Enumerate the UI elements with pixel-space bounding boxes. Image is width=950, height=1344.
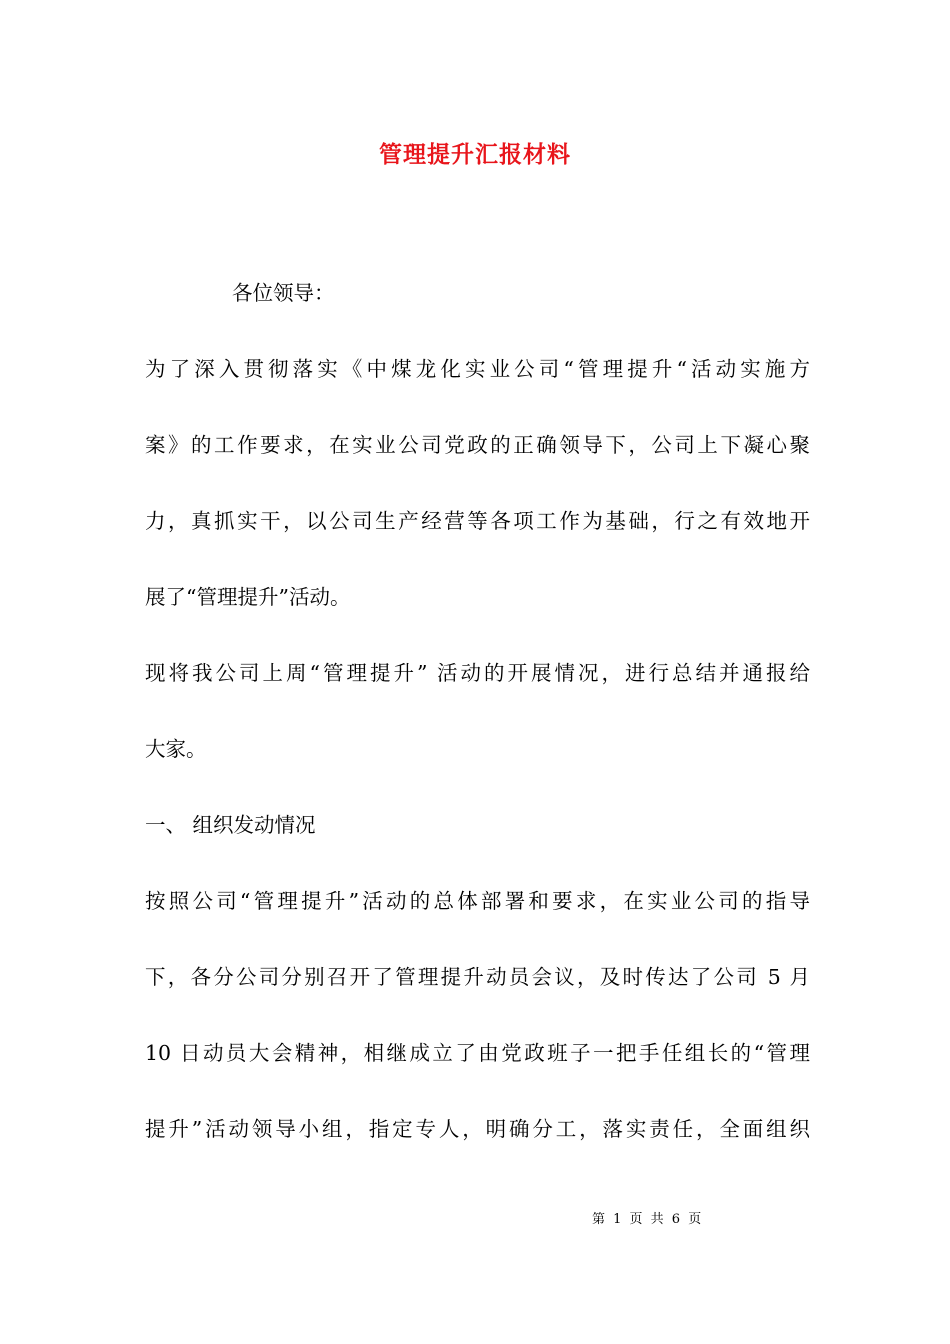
body-line: 大家。 (145, 737, 207, 761)
body-line: 下，各分公司分别召开了管理提升动员会议，及时传达了公司 5 月 (145, 965, 810, 989)
document-title: 管理提升汇报材料 (379, 141, 571, 168)
body-line: 力，真抓实干，以公司生产经营等各项工作为基础，行之有效地开 (145, 509, 810, 533)
body-line: 案》的工作要求，在实业公司党政的正确领导下，公司上下凝心聚 (145, 433, 810, 457)
page-footer: 第 1 页 共 6 页 (592, 1212, 704, 1227)
document-body (145, 274, 810, 1186)
body-line: 为了深入贯彻落实《中煤龙化实业公司“管理提升“活动实施方 (145, 357, 810, 381)
salutation: 各位领导： (232, 281, 335, 305)
body-line: 展了“管理提升”活动。 (145, 585, 351, 609)
section-heading: 一、 组织发动情况 (145, 813, 316, 837)
body-line: 按照公司“管理提升”活动的总体部署和要求，在实业公司的指导 (145, 889, 810, 913)
body-line: 提升”活动领导小组，指定专人，明确分工，落实责任，全面组织 (145, 1117, 810, 1141)
body-line: 现将我公司上周“管理提升” 活动的开展情况，进行总结并通报给 (145, 661, 810, 685)
body-line: 10 日动员大会精神，相继成立了由党政班子一把手任组长的“管理 (145, 1041, 810, 1065)
